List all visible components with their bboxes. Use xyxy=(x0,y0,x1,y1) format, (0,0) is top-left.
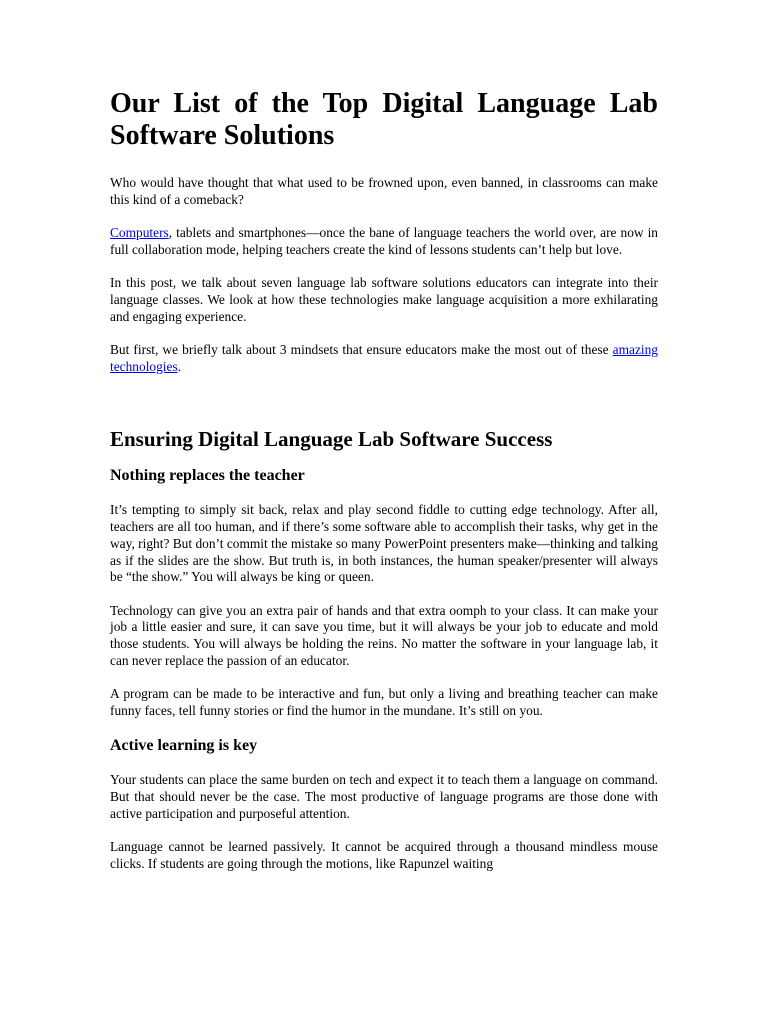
section-spacer xyxy=(110,392,658,426)
amazing-technologies-link[interactable]: amazing technologies xyxy=(110,342,658,374)
intro-paragraph-2-text: , tablets and smartphones—once the bane of language teachers the world over, are now in full collaboration mode, helping teachers create the kind of lessons students can’t help but love. xyxy=(110,225,658,257)
section-heading: Ensuring Digital Language Lab Software Success xyxy=(110,427,553,452)
active-learning-paragraph-1: Your students can place the same burden on tech and expect it to teach them a language on command. But that should never be the case. The most productive of language programs are those done with active participation and purposeful attention. xyxy=(110,772,658,822)
computers-link[interactable]: Computers xyxy=(110,225,169,241)
intro-paragraph-1: Who would have thought that what used to be frowned upon, even banned, in classrooms can make this kind of a comeback? xyxy=(110,175,658,207)
intro-paragraph-2 xyxy=(110,225,658,259)
subheading-teacher: Nothing replaces the teacher xyxy=(110,467,305,485)
document-page xyxy=(110,88,658,889)
teacher-paragraph-3: A program can be made to be interactive and fun, but only a living and breathing teacher can make funny faces, tell funny stories or find the humor in the mundane. It’s still on you. xyxy=(110,686,658,719)
subheading-active-learning: Active learning is key xyxy=(110,737,258,755)
intro-paragraph-4 xyxy=(110,342,658,376)
intro-paragraph-3: In this post, we talk about seven language lab software solutions educators can integrate into their language classes. We look at how these technologies make language acquisition a more exhilarating and engaging experience. xyxy=(110,275,658,324)
intro-paragraph-4-text: But first, we briefly talk about 3 mindsets that ensure educators make the most out of these xyxy=(110,342,613,358)
teacher-paragraph-1: It’s tempting to simply sit back, relax and play second fiddle to cutting edge technology. After all, teachers are all too human, and if there’s some software able to accomplish their tasks, why get in the way, right? But don’t commit the mistake so many PowerPoint presenters make—thinking and talking as if the slides are the show. But truth is, in both instances, the human speaker/presenter will always be “the show.” You will always be king or queen. xyxy=(110,502,658,585)
teacher-paragraph-2: Technology can give you an extra pair of hands and that extra oomph to your class. It can make your job a little easier and sure, it can save you time, but it will always be your job to educate and mold those students. You will always be holding the reins. No matter the software in your language lab, it can never replace the passion of an educator. xyxy=(110,602,658,669)
page-title: Our List of the Top Digital Language Lab Software Solutions xyxy=(110,88,658,151)
intro-paragraph-4-end: . xyxy=(177,358,182,374)
active-learning-paragraph-2: Language cannot be learned passively. It cannot be acquired through a thousand mindless mouse clicks. If students are going through the motions, like Rapunzel waiting xyxy=(110,839,658,872)
